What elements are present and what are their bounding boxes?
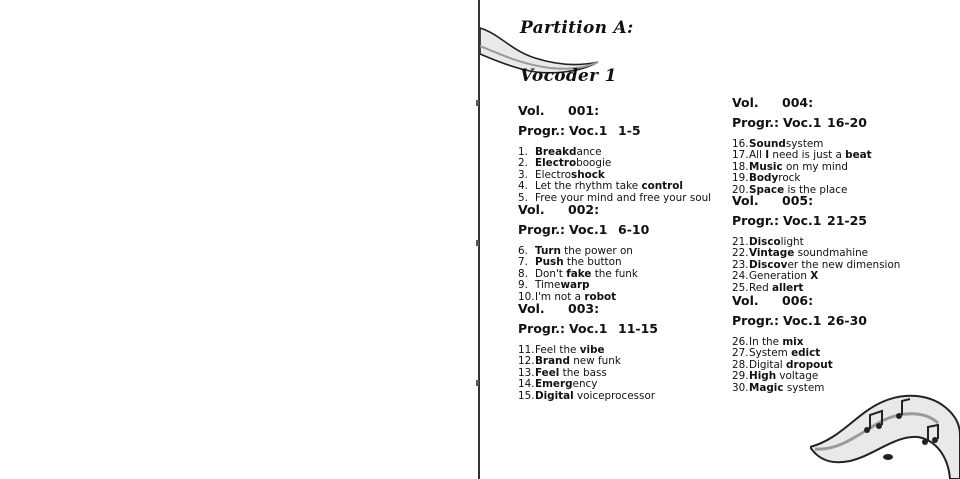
track-title-bold: dropout: [786, 358, 833, 371]
track-title-part: system: [783, 381, 825, 394]
track-title-bold: I: [765, 149, 770, 162]
volume-row: [732, 95, 932, 113]
track-range: 11-15: [618, 321, 658, 336]
track-title-part: new funk: [569, 355, 621, 368]
track-title-bold: Disco: [749, 236, 781, 248]
track-title-bold: edict: [791, 347, 821, 360]
track-title-part: Time: [535, 279, 561, 292]
vol-label: Vol.: [732, 293, 759, 308]
track-title-part: In the: [749, 336, 783, 348]
volume-row: [518, 103, 718, 121]
track-title-part: voiceprocessor: [573, 389, 656, 402]
track-title-bold: allert: [772, 281, 804, 294]
track-title-part: the funk: [591, 267, 638, 280]
volume-block: [518, 103, 718, 204]
progr-label: Progr.:: [732, 115, 779, 130]
track-title-part: Red: [749, 281, 773, 294]
track-number: 13.: [518, 366, 535, 379]
track-title-bold: vibe: [579, 344, 605, 356]
vol-label: Vol.: [518, 103, 545, 118]
track-number: 6.: [518, 245, 528, 257]
track-title-bold: Body: [749, 172, 779, 185]
track-range: 6-10: [618, 222, 650, 237]
track-title-part: the bass: [559, 366, 607, 379]
track-title-part: need is just a: [769, 149, 846, 162]
track-number: 14.: [518, 378, 535, 391]
volume-row: [518, 202, 718, 220]
track-title-part: Digital: [749, 358, 787, 371]
program-name: Voc.1: [569, 222, 608, 237]
spine-mark: [476, 380, 479, 386]
program-name: Voc.1: [783, 115, 822, 130]
track-title-part: All: [749, 149, 766, 162]
track-title-part: light: [780, 236, 804, 248]
track-title-bold: Feel: [535, 366, 560, 379]
track-title-part: on my mind: [782, 160, 848, 173]
vol-number: 004:: [782, 95, 814, 110]
track-number: 27.: [732, 347, 749, 360]
track-title-bold: control: [641, 180, 683, 193]
track-number: 1.: [518, 146, 528, 158]
track-number: 9.: [518, 279, 528, 292]
track-title-bold: fake: [566, 267, 592, 280]
progr-label: Progr.:: [518, 123, 565, 138]
progr-label: Progr.:: [732, 313, 779, 328]
track-title-part: voltage: [776, 370, 819, 383]
right-page: [480, 0, 960, 479]
track-title-part: soundmahine: [794, 247, 869, 260]
vol-number: 006:: [782, 293, 814, 308]
program-name: Voc.1: [569, 123, 608, 138]
left-page-blank: [0, 0, 478, 479]
track-number: 7.: [518, 256, 528, 269]
track-number: 5.: [518, 191, 528, 204]
track-list: [518, 147, 718, 204]
volume-block: [518, 301, 718, 402]
vol-number: 005:: [782, 193, 814, 208]
track-number: 16.: [732, 138, 749, 150]
track-number: 17.: [732, 149, 749, 162]
track-number: 12.: [518, 355, 535, 368]
progr-label: Progr.:: [732, 213, 779, 228]
track-title-bold: Emerg: [535, 378, 573, 391]
track-list: [518, 345, 718, 402]
progr-label: Progr.:: [518, 222, 565, 237]
program-row: [732, 313, 932, 331]
track-number: 30.: [732, 381, 749, 394]
track-title-part: I'm not a: [535, 290, 585, 303]
track-number: 19.: [732, 172, 749, 185]
track-title-bold: Magic: [749, 381, 784, 394]
volume-row: [732, 293, 932, 311]
vol-label: Vol.: [518, 202, 545, 217]
partition-heading: Partition A:: [520, 18, 634, 38]
program-row: [732, 213, 932, 231]
track-range: 21-25: [827, 213, 867, 228]
program-row: [518, 123, 718, 141]
track-title-bold: warp: [560, 279, 590, 292]
track-range: 26-30: [827, 313, 867, 328]
track-title-bold: Discov: [749, 258, 788, 271]
vol-number: 002:: [568, 202, 600, 217]
spine-mark: [476, 100, 479, 106]
volume-block: [732, 193, 932, 294]
program-row: [518, 321, 718, 339]
track-title-part: System: [749, 347, 792, 360]
program-name: Voc.1: [783, 313, 822, 328]
track-title-bold: Breakd: [535, 146, 577, 158]
volume-block: [518, 202, 718, 303]
program-name: Voc.1: [569, 321, 608, 336]
volume-row: [518, 301, 718, 319]
track-title-bold: High: [749, 370, 777, 383]
track-title-part: er the new dimension: [787, 258, 901, 271]
track-list: [518, 246, 718, 303]
track-title-bold: shock: [571, 168, 605, 181]
track-title-part: the button: [563, 256, 622, 269]
track-title-bold: Music: [749, 160, 783, 173]
track-title-part: the power on: [560, 245, 633, 257]
track-title-part: Electro: [535, 168, 572, 181]
track-item: [518, 391, 718, 402]
track-list: [732, 237, 932, 294]
section-heading: Vocoder 1: [520, 66, 617, 86]
track-title-part: Free your mind and free your soul: [535, 191, 712, 204]
program-name: Voc.1: [783, 213, 822, 228]
vol-number: 003:: [568, 301, 600, 316]
track-number: 23.: [732, 258, 749, 271]
track-title-bold: Space: [749, 183, 785, 196]
track-number: 2.: [518, 157, 528, 170]
track-number: 11.: [518, 344, 535, 356]
track-title-bold: Sound: [749, 138, 786, 150]
track-title-part: rock: [778, 172, 801, 185]
volume-block: [732, 95, 932, 196]
track-title-part: ance: [576, 146, 602, 158]
track-title-bold: beat: [845, 149, 872, 162]
track-title-bold: robot: [584, 290, 617, 303]
track-title-part: Don't: [535, 267, 567, 280]
track-title-part: system: [785, 138, 824, 150]
vol-label: Vol.: [732, 95, 759, 110]
track-title-bold: Turn: [535, 245, 561, 257]
track-number: 3.: [518, 168, 528, 181]
track-title-bold: mix: [782, 336, 804, 348]
vol-label: Vol.: [732, 193, 759, 208]
track-number: 28.: [732, 358, 749, 371]
program-row: [732, 115, 932, 133]
track-title-part: Generation: [749, 270, 811, 283]
track-number: 26.: [732, 336, 749, 348]
track-title-part: ency: [572, 378, 598, 391]
track-title-part: Let the rhythm take: [535, 180, 642, 193]
track-number: 8.: [518, 267, 528, 280]
track-range: 16-20: [827, 115, 867, 130]
progr-label: Progr.:: [518, 321, 565, 336]
track-number: 15.: [518, 389, 535, 402]
track-title-bold: X: [810, 270, 819, 283]
vol-number: 001:: [568, 103, 600, 118]
track-number: 21.: [732, 236, 749, 248]
track-title-part: boogie: [576, 157, 612, 170]
track-number: 22.: [732, 247, 749, 260]
volume-row: [732, 193, 932, 211]
track-number: 10.: [518, 290, 535, 303]
track-number: 25.: [732, 281, 749, 294]
track-title-bold: Push: [535, 256, 564, 269]
track-number: 18.: [732, 160, 749, 173]
program-row: [518, 222, 718, 240]
track-title-bold: Digital: [535, 389, 574, 402]
track-number: 20.: [732, 183, 749, 196]
track-title-part: is the place: [784, 183, 848, 196]
track-title-part: Feel the: [535, 344, 580, 356]
track-title-bold: Vintage: [749, 247, 795, 260]
track-range: 1-5: [618, 123, 641, 138]
spine-mark: [476, 240, 479, 246]
track-number: 4.: [518, 180, 528, 193]
track-number: 24.: [732, 270, 749, 283]
track-title-bold: Brand: [535, 355, 570, 368]
volume-block: [732, 293, 932, 394]
track-list: [732, 139, 932, 196]
track-title-bold: Electro: [535, 157, 577, 170]
track-number: 29.: [732, 370, 749, 383]
snake-head-graphic: [810, 385, 960, 479]
vol-label: Vol.: [518, 301, 545, 316]
